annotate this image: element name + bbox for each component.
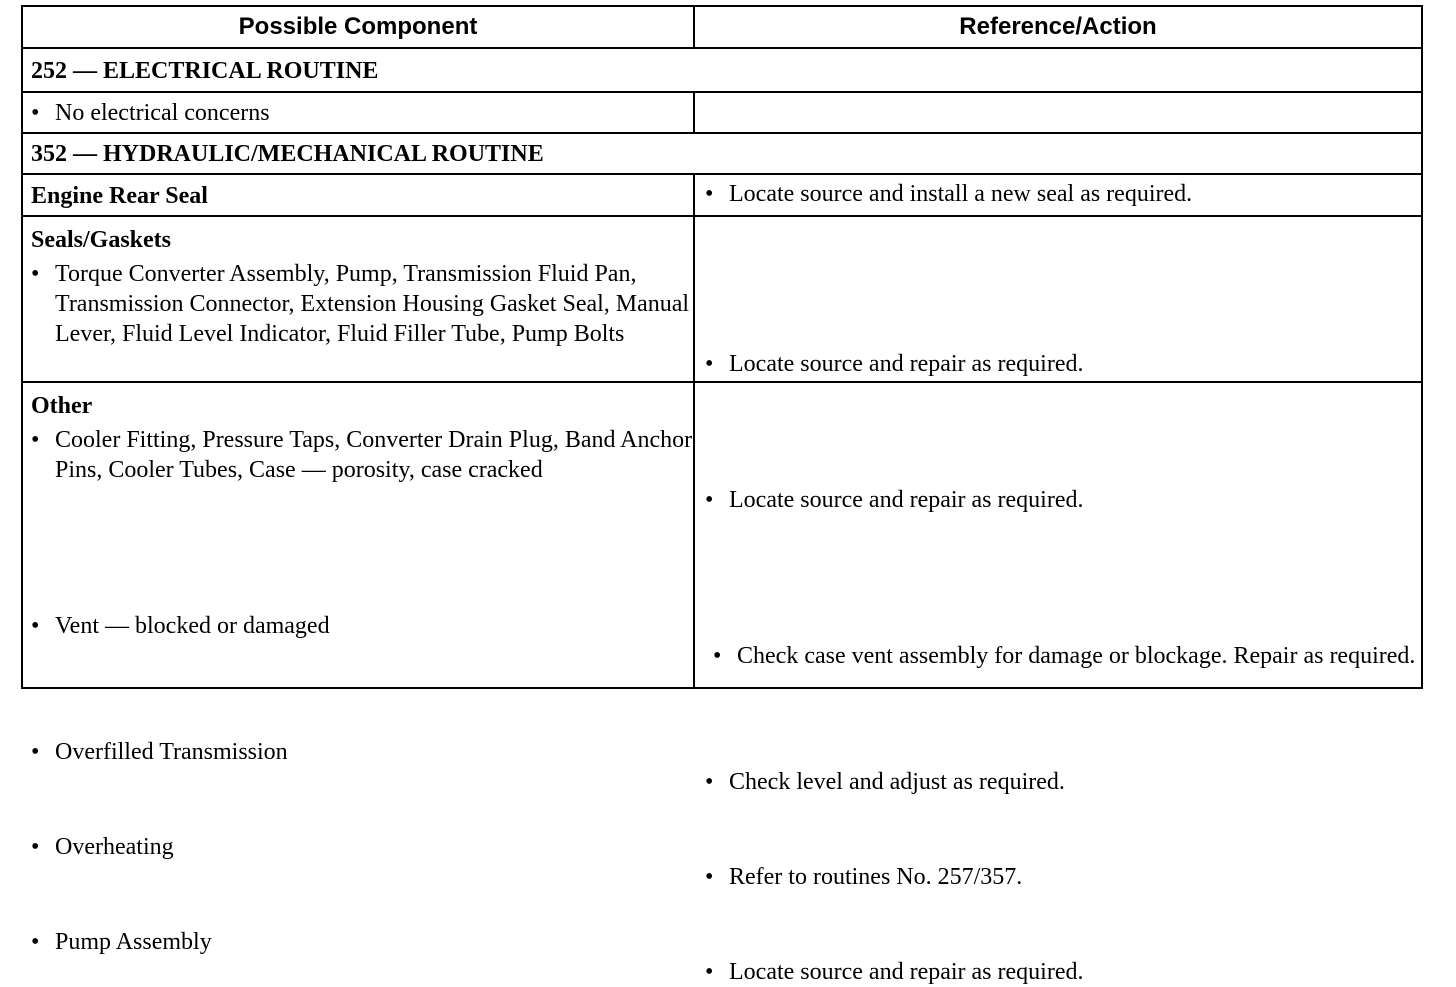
engine-rear-seal-action-text: Locate source and install a new seal as required. <box>729 181 1193 207</box>
section-252-row <box>23 49 1421 93</box>
column-divider <box>693 175 695 215</box>
other-item-component: Overheating <box>55 834 174 860</box>
other-item-component: Pump Assembly <box>55 929 212 955</box>
other-item-action <box>705 957 1429 987</box>
section-252-title: 252 — ELECTRICAL ROUTINE <box>31 58 379 84</box>
other-item-action-text: Check level and adjust as required. <box>729 769 1065 795</box>
bullet-icon: • <box>31 261 40 287</box>
bullet-icon: • <box>31 613 40 639</box>
column-divider <box>693 217 695 381</box>
bullet-icon: • <box>713 643 722 669</box>
bullet-icon: • <box>31 929 40 955</box>
header-row <box>23 7 1421 49</box>
bullet-icon: • <box>705 351 714 377</box>
other-item <box>31 927 707 957</box>
header-reference-action: Reference/Action <box>959 13 1157 40</box>
no-electrical-item <box>31 98 707 128</box>
other-item-action <box>705 485 1429 515</box>
other-item-action <box>705 862 1429 892</box>
other-item-action-text: Locate source and repair as required. <box>729 487 1084 513</box>
bullet-icon: • <box>705 769 714 795</box>
bullet-icon: • <box>31 834 40 860</box>
other-item-action-text: Refer to routines No. 257/357. <box>729 864 1023 890</box>
no-electrical-text: No electrical concerns <box>55 100 270 126</box>
other-item-component: Cooler Fitting, Pressure Taps, Converter Drain Plug, Band Anchor Pins, Cooler Tubes, Case — porosity, case cracked <box>55 427 693 483</box>
bullet-icon: • <box>31 739 40 765</box>
section-352-title: 352 — HYDRAULIC/MECHANICAL ROUTINE <box>31 141 544 167</box>
other-row <box>23 383 1421 985</box>
other-item <box>31 425 707 485</box>
seals-gaskets-action <box>705 349 1429 379</box>
seals-gaskets-action-text: Locate source and repair as required. <box>729 351 1084 377</box>
seals-gaskets-label: Seals/Gaskets <box>31 227 172 253</box>
bullet-icon: • <box>705 864 714 890</box>
column-divider <box>693 93 695 132</box>
other-item-component: Overfilled Transmission <box>55 739 288 765</box>
engine-rear-seal-label: Engine Rear Seal <box>31 183 208 209</box>
other-label: Other <box>31 393 93 419</box>
engine-rear-seal-row <box>23 175 1421 217</box>
other-item-action <box>713 641 1429 671</box>
seals-gaskets-row <box>23 217 1421 383</box>
seals-gaskets-text: Torque Converter Assembly, Pump, Transmission Fluid Pan, Transmission Connector, Extension Housing Gasket Seal, Manual Lever, Fluid Level Indicator, Fluid Filler Tube, Pump Bolts <box>55 261 690 347</box>
section-352-row <box>23 134 1421 175</box>
diagnostic-table <box>21 5 1423 985</box>
bullet-icon: • <box>705 959 714 985</box>
other-item <box>31 737 707 767</box>
bullet-icon: • <box>705 487 714 513</box>
other-item-action-text: Check case vent assembly for damage or blockage. Repair as required. <box>737 643 1416 669</box>
no-electrical-row <box>23 93 1421 134</box>
other-item <box>31 611 707 641</box>
other-item-action <box>705 767 1429 797</box>
engine-rear-seal-action <box>705 179 1429 209</box>
bullet-icon: • <box>31 427 40 453</box>
seals-gaskets-item <box>31 259 707 349</box>
other-item-action-text: Locate source and repair as required. <box>729 959 1084 985</box>
other-item-component: Vent — blocked or damaged <box>55 613 330 639</box>
other-item <box>31 832 707 862</box>
header-possible-component: Possible Component <box>238 13 478 40</box>
bullet-icon: • <box>31 100 40 126</box>
bullet-icon: • <box>705 181 714 207</box>
